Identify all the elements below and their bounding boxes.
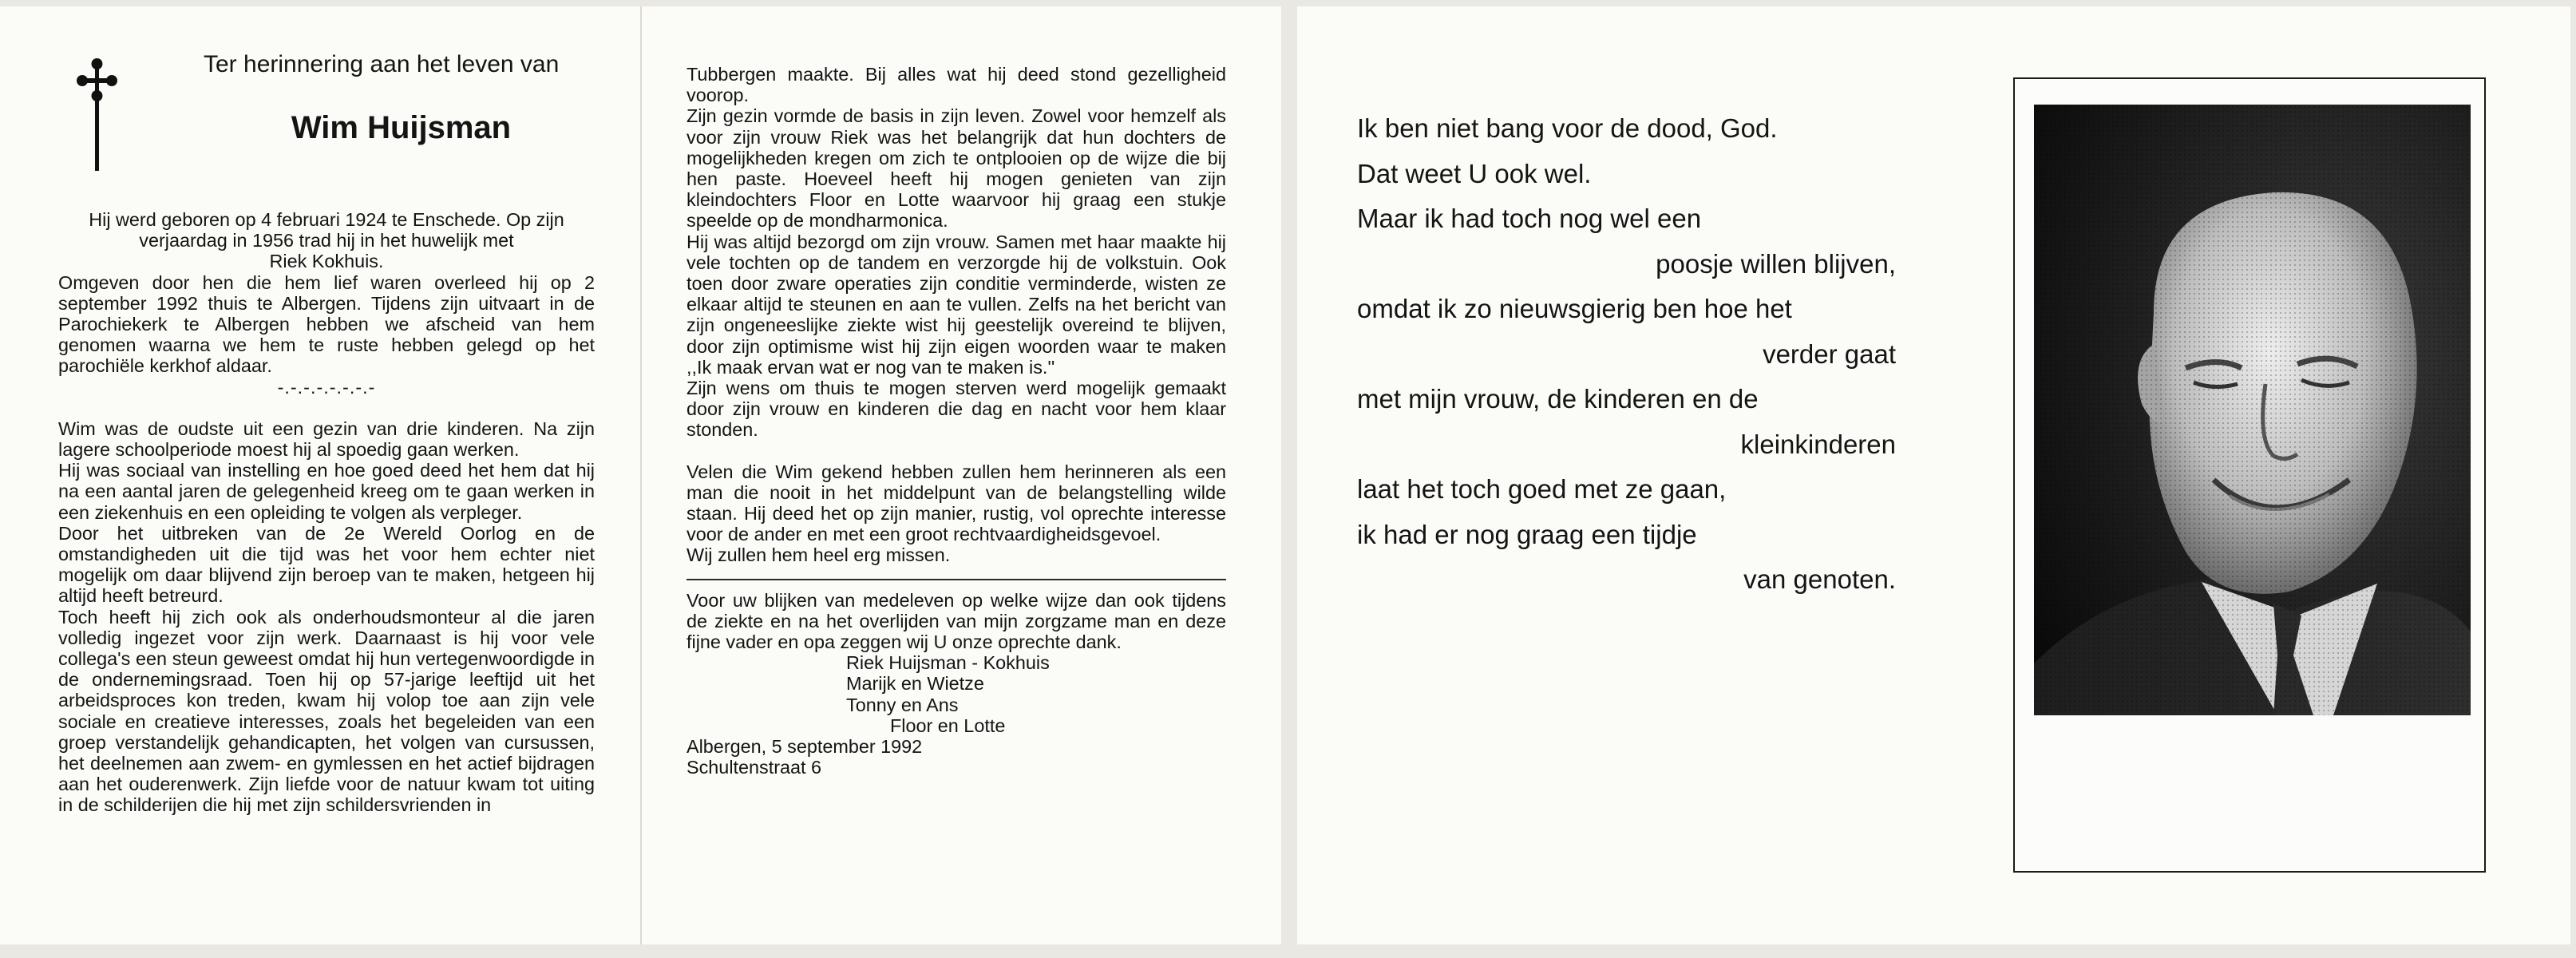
poem-line: met mijn vrouw, de kinderen en de <box>1357 384 1759 414</box>
paragraph: Zijn wens om thuis te mogen sterven werd mogelijk gemaakt door zijn vrouw en kinderen die dag en nacht voor hem klaar stonden. <box>687 378 1226 441</box>
paragraph: Hij was sociaal van instelling en hoe goed deed het hem dat hij na een aantal jaren de gelegenheid kreeg om te gaan werken in een ziekenhuis en een opleiding te volgen als verpleger. <box>58 460 595 523</box>
paragraph: Toch heeft hij zich ook als onderhoudsmonteur al die jaren volledig ingezet voor zijn werk. Daarnaast is hij voor vele collega's een steun geweest omdat hij hun vertegenwoordigde in de ondernemingsraad. Toen hij op 57-jarige leeftijd uit het arbeidsproces kon treden, kwam hij volop toe aan zijn vele sociale en creatieve interesses, zoals het begeleiden van een groep verstandelijk gehandicapten, het volgen van cursussen, het deelnemen aan zwem- en gymlessen en het actief bijdragen aan het ouderenwerk. Zijn liefde voor de natuur kwam tot uiting in de schilderijen die hij met zijn schildersvrienden in <box>58 606 595 816</box>
place-date: Albergen, 5 september 1992 <box>687 736 923 758</box>
thanks-text: Voor uw blijken van medeleven op welke wijze dan ook tijdens de ziekte en na het overlijden van mijn zorgzame man en deze fijne vader en opa zeggen wij U onze oprechte dank. <box>687 589 1226 653</box>
poem-line: omdat ik zo nieuwsgierig ben hoe het <box>1357 294 1792 323</box>
paragraph: Omgeven door hen die hem lief waren overleed hij op 2 september 1992 thuis te Albergen. Tijdens zijn uitvaart in de Parochiekerk te Albergen hebben we afscheid van hem genomen waarna we hem te ruste hebben gelegd op het parochiële kerkhof aldaar. <box>58 271 595 377</box>
paragraph: Wij zullen hem heel erg missen. <box>687 544 951 566</box>
poem-line: Ik ben niet bang voor de dood, God. <box>1357 113 1778 143</box>
spouse-name: Riek Kokhuis. <box>269 251 384 272</box>
poem-line: verder gaat <box>1763 338 1896 369</box>
biography-column-1 <box>58 209 595 816</box>
poem-line: ik had er nog graag een tijdje <box>1357 519 1697 549</box>
poem-line: Maar ik had toch nog wel een <box>1357 204 1702 233</box>
poem-line: poosje willen blijven, <box>1656 248 1896 279</box>
paragraph: Wim was de oudste uit een gezin van drie kinderen. Na zijn lagere schoolperiode moest hij al spoedig gaan werken. <box>58 418 595 461</box>
paragraph: Velen die Wim gekend hebben zullen hem herinneren als een man die nooit in het middelpunt van de belangstelling wilde staan. Hij deed het op zijn manier, rustig, vol oprechte interesse voor de ander en met een groot rechtvaardigheidsgevoel. <box>687 461 1226 545</box>
paragraph: Hij was altijd bezorgd om zijn vrouw. Samen met haar maakte hij vele tochten op de tandem en verzorgde hij de volkstuin. Ook toen door zware operaties zijn conditie verminderde, wisten ze elkaar altijd te steunen en aan te vullen. Zelfs na het bericht van zijn ongeneeslijke ziekte wist hij geestelijk overeind te blijven, door zijn optimisme wist hij zijn eigen woorden waar te maken ,,Ik maak ervan wat er nog van te maken is.'' <box>687 231 1226 378</box>
signatory: Marijk en Wietze <box>846 673 984 695</box>
poem-line: kleinkinderen <box>1740 429 1896 459</box>
biography-column-2 <box>687 64 1226 778</box>
paragraph: Zijn gezin vormde de basis in zijn leven. Zowel voor hemzelf als voor zijn vrouw Riek was het belangrijk dat hun dochters de mogelijkheden kregen om zich te ontplooien op de wijze die bij hen paste. Hoeveel heeft hij mogen genieten van zijn kleindochters Floor en Lotte waarvoor hij graag een stukje speelde op de mondharmonica. <box>687 105 1226 232</box>
portrait-photo <box>2034 105 2471 715</box>
signatory: Tonny en Ans <box>846 694 959 715</box>
divider <box>687 579 1226 580</box>
poem-line: van genoten. <box>1743 564 1896 594</box>
signatory: Riek Huijsman - Kokhuis <box>846 652 1050 674</box>
paragraph: Tubbergen maakte. Bij alles wat hij deed stond gezelligheid voorop. <box>687 64 1226 106</box>
poem <box>1357 106 1896 603</box>
paragraph: Door het uitbreken van de 2e Wereld Oorlog en de omstandigheden uit die tijd was het voor hem echter niet mogelijk om daar blijvend zijn beroep van te maken, hetgeen hij altijd heeft betreurd. <box>58 522 595 607</box>
poem-line: Dat weet U ook wel. <box>1357 158 1592 188</box>
address: Schultenstraat 6 <box>687 757 822 778</box>
intro-line: Ter herinnering aan het leven van <box>204 51 560 77</box>
separator: -.-.-.-.-.-.-.- <box>277 376 376 398</box>
poem-line: laat het toch goed met ze gaan, <box>1357 474 1727 504</box>
fold-line <box>640 6 642 944</box>
signatory: Floor en Lotte <box>890 715 1006 736</box>
cross-icon <box>73 54 121 174</box>
paragraph: Hij werd geboren op 4 februari 1924 te Enschede. Op zijn verjaardag in 1956 trad hij in het huwelijk met <box>89 209 564 251</box>
deceased-name: Wim Huijsman <box>291 110 512 145</box>
